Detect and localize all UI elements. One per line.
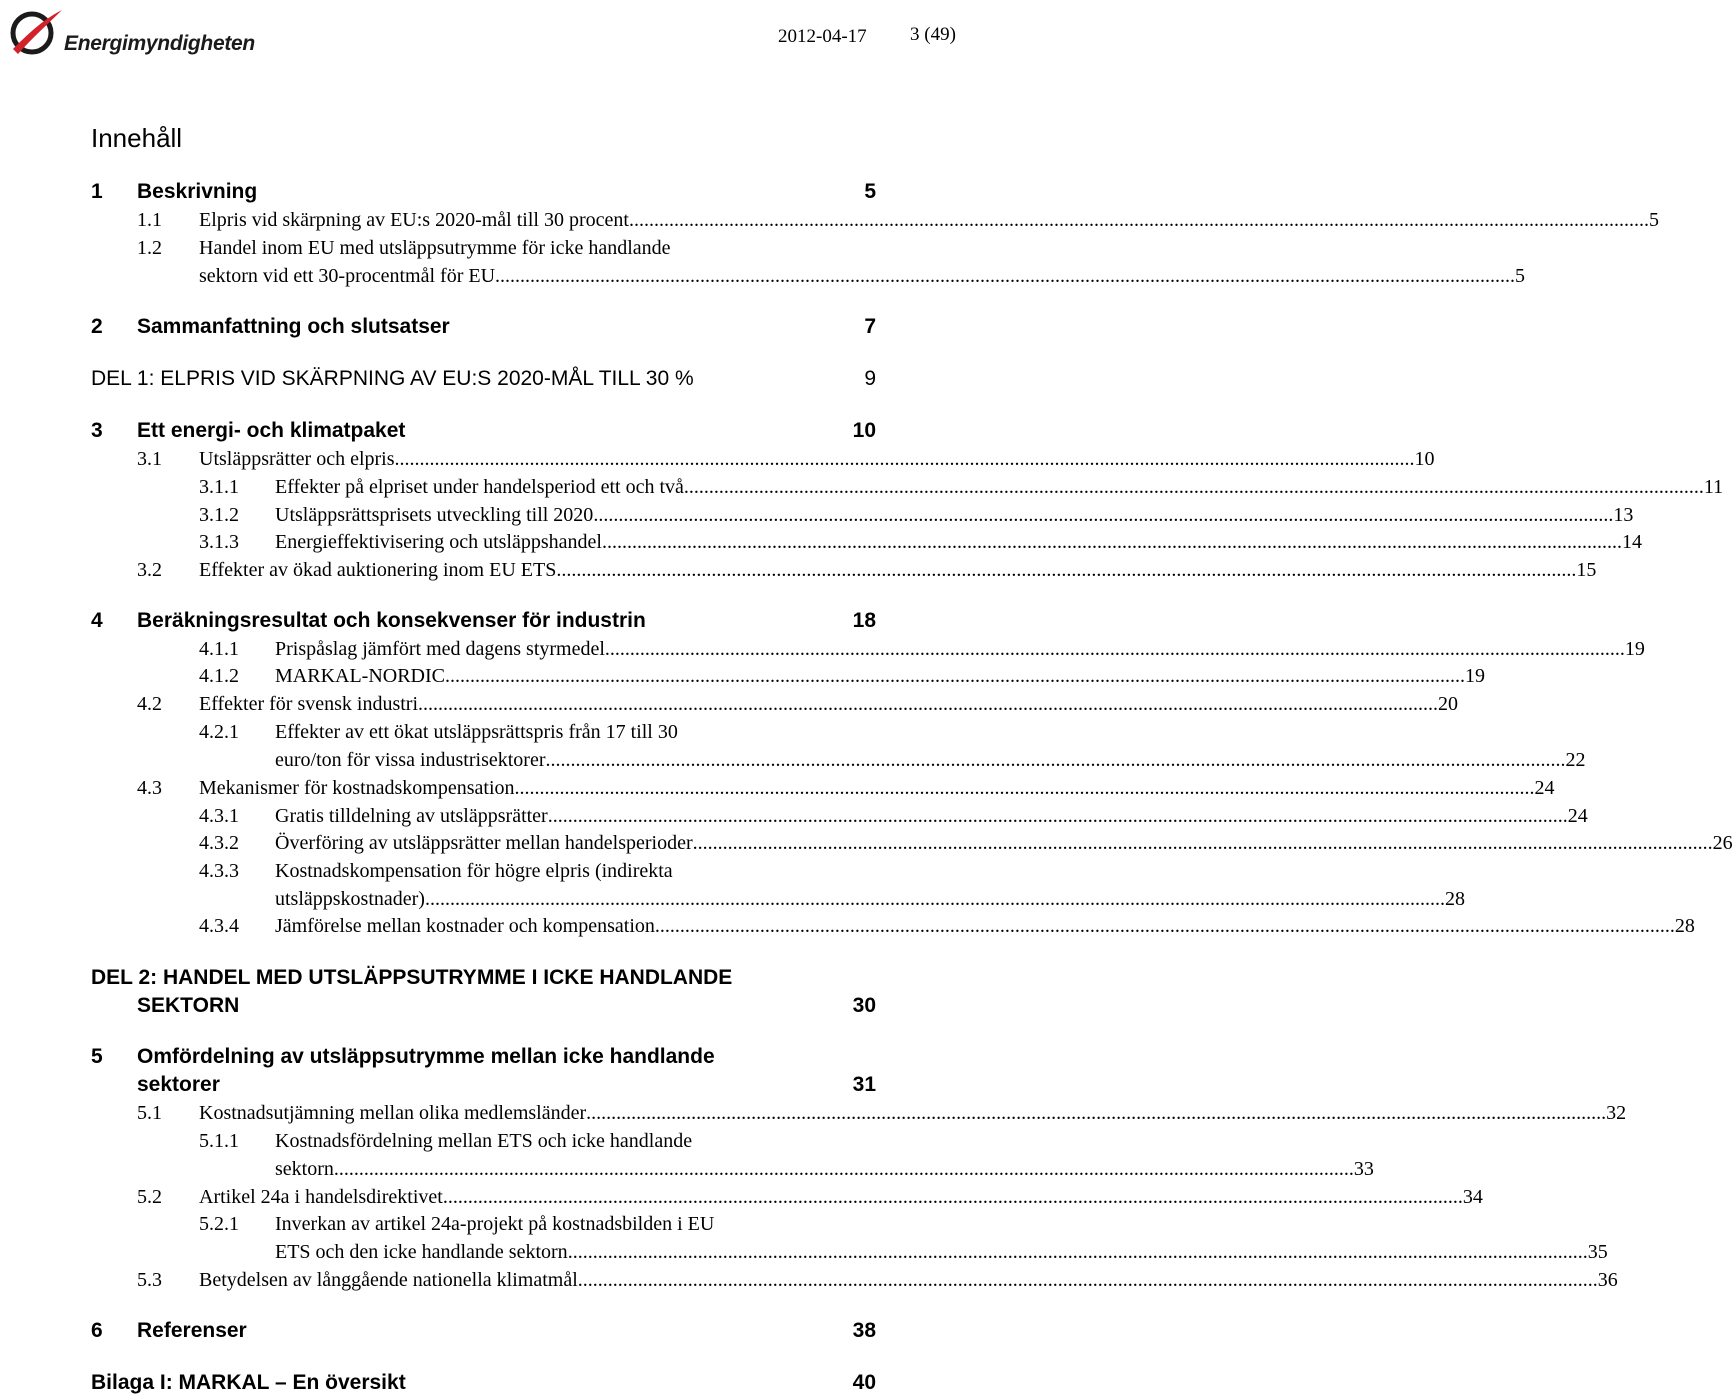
energimyndigheten-logo <box>8 6 255 62</box>
toc-entry-page: 34 <box>1462 1186 1483 1208</box>
toc-entry-number: 6 <box>91 1319 103 1342</box>
toc-entry-page: 13 <box>1613 504 1634 526</box>
toc-entry-page: 14 <box>1621 531 1642 553</box>
toc-entry-section[interactable] <box>137 1269 1618 1295</box>
toc-entry-part[interactable] <box>91 367 876 395</box>
toc-entry-title: Utsläppsrätter och elpris <box>199 448 395 470</box>
toc-leader-dots <box>443 1186 1463 1209</box>
logo-text: Energimyndigheten <box>64 32 255 55</box>
toc-entry-subsection[interactable] <box>199 915 1695 941</box>
toc-leader-dots <box>693 832 1713 855</box>
toc-entry-section[interactable] <box>137 777 1555 803</box>
toc-leader-dots <box>395 448 1415 471</box>
toc-entry-page: 5 <box>864 180 876 203</box>
toc-entry-title: Jämförelse mellan kostnader och kompensation <box>275 915 655 937</box>
toc-entry-subsection[interactable] <box>199 832 1733 858</box>
toc-leader-dots <box>629 209 1649 232</box>
toc-leader-dots <box>684 476 1704 499</box>
toc-entry-title: Referenser <box>137 1319 247 1342</box>
toc-entry-number: 2 <box>91 315 103 338</box>
toc-entry-chapter[interactable] <box>91 609 876 637</box>
toc-entry-title: Elpris vid skärpning av EU:s 2020-mål till 30 procent <box>199 209 629 231</box>
toc-entry-subsection[interactable] <box>199 504 1634 530</box>
toc-leader-dots <box>593 504 1613 527</box>
toc-entry-section[interactable] <box>137 693 1459 719</box>
toc-entry-page: 30 <box>852 994 876 1017</box>
toc-entry-chapter[interactable] <box>91 1319 876 1347</box>
toc-entry-title: Kostnadsutjämning mellan olika medlemsländer <box>199 1102 587 1124</box>
toc-entry-number: 3.2 <box>137 559 162 581</box>
toc-entry-page: 33 <box>1353 1158 1374 1180</box>
header-date: 2012-04-17 <box>778 26 867 47</box>
toc-entry-page: 10 <box>852 419 876 442</box>
toc-entry-title: Kostnadskompensation för högre elpris (indirekta <box>275 860 673 882</box>
toc-entry-page: 24 <box>1534 777 1555 799</box>
toc-entry-subsection[interactable] <box>199 665 1485 691</box>
toc-entry-number: 3.1.2 <box>199 504 239 526</box>
toc-entry-title: Utsläppsrättsprisets utveckling till 2020 <box>275 504 594 526</box>
toc-entry-number: 5.2.1 <box>199 1213 239 1235</box>
toc-leader-dots <box>655 915 1675 938</box>
toc-entry-title: DEL 2: HANDEL MED UTSLÄPPSUTRYMME I ICKE HANDLANDE <box>91 966 733 989</box>
toc-entry-subsection[interactable] <box>199 721 678 744</box>
toc-entry-title-cont: ETS och den icke handlande sektorn <box>275 1241 568 1263</box>
toc-entry-section[interactable] <box>137 559 1597 585</box>
toc-entry-chapter[interactable] <box>91 419 876 447</box>
toc-entry-page: 11 <box>1703 476 1724 498</box>
toc-leader-dots <box>548 805 1568 828</box>
toc-entry-chapter[interactable] <box>91 1045 876 1101</box>
toc-entry-number: 4.1.2 <box>199 665 239 687</box>
toc-entry-page: 10 <box>1414 448 1435 470</box>
toc-entry-title-cont: sektorer <box>137 1073 220 1096</box>
toc-entry-subsection[interactable] <box>199 805 1588 831</box>
toc-entry-page: 7 <box>864 315 876 338</box>
toc-leader-dots <box>334 1158 1354 1181</box>
toc-entry-page: 36 <box>1597 1269 1618 1291</box>
toc-entry-title: Omfördelning av utsläppsutrymme mellan icke handlande <box>137 1045 715 1068</box>
toc-entry-page: 5 <box>1515 265 1526 287</box>
toc-entry-title: Prispåslag jämfört med dagens styrmedel <box>275 638 605 660</box>
toc-entry-number: 5.3 <box>137 1269 162 1291</box>
toc-entry-section[interactable] <box>137 237 671 260</box>
toc-leader-dots <box>495 265 1515 288</box>
toc-entry-title: Bilaga I: MARKAL – En översikt <box>91 1371 406 1394</box>
logo-swoosh-icon <box>8 6 64 58</box>
toc-leader-dots <box>515 777 1535 800</box>
toc-entry-number: 1 <box>91 180 103 203</box>
toc-leader-dots <box>605 638 1625 661</box>
toc-entry-section[interactable] <box>137 1102 1627 1128</box>
toc-leader-dots <box>425 888 1445 911</box>
toc-entry-page: 24 <box>1567 805 1588 827</box>
toc-entry-page: 22 <box>1565 749 1586 771</box>
toc-entry-title: Ett energi- och klimatpaket <box>137 419 406 442</box>
toc-entry-title-cont: utsläppskostnader) <box>275 888 425 910</box>
toc-entry-section[interactable] <box>137 1186 1483 1212</box>
toc-entry-title-cont: euro/ton för vissa industrisektorer <box>275 749 546 771</box>
toc-title: Innehåll <box>91 123 183 153</box>
toc-entry-title: Effekter för svensk industri <box>199 693 419 715</box>
toc-entry-title: Överföring av utsläppsrätter mellan handelsperioder <box>275 832 693 854</box>
toc-entry-title: Kostnadsfördelning mellan ETS och icke handlande <box>275 1130 693 1152</box>
toc-entry-page: 38 <box>852 1319 876 1342</box>
toc-entry-title: Energieffektivisering och utsläppshandel <box>275 531 602 553</box>
toc-entry-page: 28 <box>1444 888 1465 910</box>
toc-entry-subsection[interactable] <box>199 476 1724 502</box>
toc-entry-page: 35 <box>1587 1241 1608 1263</box>
toc-entry-subsection[interactable] <box>199 1130 692 1153</box>
toc-entry-title: Beräkningsresultat och konsekvenser för industrin <box>137 609 646 632</box>
toc-entry-title: DEL 1: ELPRIS VID SKÄRPNING AV EU:S 2020-MÅL TILL 30 % <box>91 367 694 390</box>
toc-entry-number: 4.2.1 <box>199 721 239 743</box>
toc-leader-dots <box>445 665 1465 688</box>
page-header <box>0 0 960 70</box>
toc-entry-subsection[interactable] <box>199 638 1645 664</box>
toc-entry-number: 5 <box>91 1045 103 1068</box>
toc-entry-page: 31 <box>852 1073 876 1096</box>
toc-entry-page: 20 <box>1438 693 1459 715</box>
toc-entry-number: 4.3.4 <box>199 915 239 937</box>
toc-leader-dots <box>546 749 1566 772</box>
toc-leader-dots <box>556 559 1576 582</box>
toc-entry-number: 3 <box>91 419 103 442</box>
toc-entry-title-cont: SEKTORN <box>137 994 240 1017</box>
toc-leader-dots <box>568 1241 1588 1264</box>
toc-entry-number: 4.1.1 <box>199 638 239 660</box>
toc-entry-page: 5 <box>1648 209 1659 231</box>
toc-entry-chapter[interactable] <box>91 315 876 343</box>
toc-entry-number: 4.3 <box>137 777 162 799</box>
toc-leader-dots <box>578 1269 1598 1292</box>
toc-entry-title: Effekter av ökad auktionering inom EU ETS <box>199 559 557 581</box>
toc-entry-subsection-cont[interactable] <box>275 888 1465 914</box>
toc-entry-number: 5.1.1 <box>199 1130 239 1152</box>
header-page-number: 3 (49) <box>910 24 956 45</box>
toc-entry-page: 32 <box>1606 1102 1627 1124</box>
toc-entry-section-cont[interactable] <box>199 265 1526 291</box>
toc-entry-subsection-cont[interactable] <box>275 1158 1374 1184</box>
toc-entry-title: Gratis tilldelning av utsläppsrätter <box>275 805 548 827</box>
toc-entry-section[interactable] <box>137 448 1435 474</box>
toc-entry-number: 4 <box>91 609 103 632</box>
toc-entry-chapter[interactable] <box>91 180 876 208</box>
toc-leader-dots <box>586 1102 1606 1125</box>
toc-entry-title: Inverkan av artikel 24a-projekt på kostnadsbilden i EU <box>275 1213 715 1235</box>
toc-entry-subsection[interactable] <box>199 1213 714 1236</box>
toc-entry-number: 4.3.2 <box>199 832 239 854</box>
toc-entry-number: 5.1 <box>137 1102 162 1124</box>
toc-entry-page: 18 <box>852 609 876 632</box>
toc-entry-number: 4.3.3 <box>199 860 239 882</box>
toc-entry-title: Betydelsen av långgående nationella klimatmål <box>199 1269 578 1291</box>
toc-entry-number: 4.2 <box>137 693 162 715</box>
toc-entry-subsection[interactable] <box>199 531 1642 557</box>
toc-entry-title: MARKAL-NORDIC <box>275 665 445 687</box>
toc-entry-number: 1.2 <box>137 237 162 259</box>
toc-entry-page: 40 <box>852 1371 876 1394</box>
toc-entry-subsection-cont[interactable] <box>275 1241 1608 1267</box>
toc-entry-page: 15 <box>1576 559 1597 581</box>
toc-entry-title: Beskrivning <box>137 180 258 203</box>
toc-entry-number: 3.1.1 <box>199 476 239 498</box>
toc-entry-title-cont: sektorn <box>275 1158 334 1180</box>
toc-entry-page: 9 <box>864 367 876 390</box>
toc-entry-title-cont: sektorn vid ett 30-procentmål för EU <box>199 265 496 287</box>
toc-entry-part[interactable] <box>91 966 876 1022</box>
toc-leader-dots <box>602 531 1622 554</box>
toc-entry-title: Effekter av ett ökat utsläppsrättspris från 17 till 30 <box>275 721 678 743</box>
toc-entry-number: 3.1 <box>137 448 162 470</box>
toc-entry-page: 28 <box>1674 915 1695 937</box>
toc-entry-title: Mekanismer för kostnadskompensation <box>199 777 515 799</box>
toc-entry-section[interactable] <box>137 209 1659 235</box>
toc-entry-title: Sammanfattning och slutsatser <box>137 315 450 338</box>
toc-entry-title: Handel inom EU med utsläppsutrymme för icke handlande <box>199 237 671 259</box>
toc-entry-number: 3.1.3 <box>199 531 239 553</box>
toc-entry-page: 19 <box>1465 665 1485 687</box>
toc-entry-appendix[interactable] <box>91 1371 876 1399</box>
toc-entry-page: 19 <box>1624 638 1645 660</box>
toc-entry-subsection[interactable] <box>199 860 673 883</box>
toc-leader-dots <box>418 693 1438 716</box>
toc-entry-title: Artikel 24a i handelsdirektivet <box>199 1186 443 1208</box>
toc-entry-title: Effekter på elpriset under handelsperiod ett och två <box>275 476 684 498</box>
toc-entry-page: 26 <box>1712 832 1733 854</box>
toc-entry-number: 1.1 <box>137 209 162 231</box>
toc-entry-subsection-cont[interactable] <box>275 749 1586 775</box>
toc-entry-number: 5.2 <box>137 1186 162 1208</box>
toc-entry-number: 4.3.1 <box>199 805 239 827</box>
